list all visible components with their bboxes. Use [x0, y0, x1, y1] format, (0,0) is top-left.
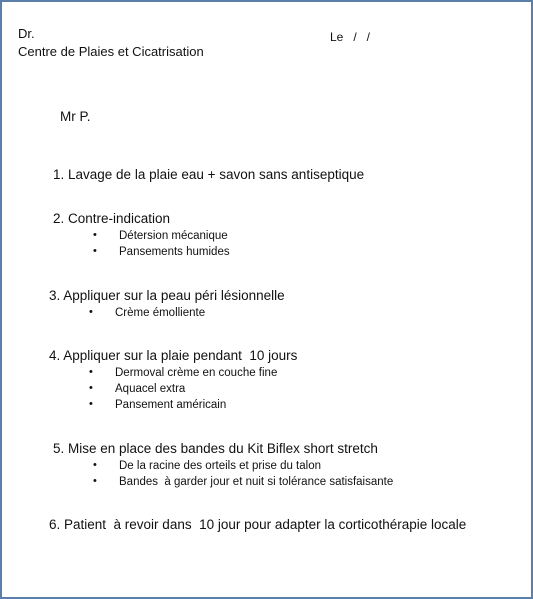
step-1-title: 1. Lavage de la plaie eau + savon sans antiseptique	[53, 167, 365, 182]
doctor-label: Dr.	[18, 26, 35, 41]
step-4-title: 4. Appliquer sur la plaie pendant 10 jours	[49, 348, 298, 363]
step-5-item-2: Bandes à garder jour et nuit si tolérance satisfaisante	[119, 476, 394, 488]
bullet-icon: •	[93, 245, 97, 257]
step-6-title: 6. Patient à revoir dans 10 jour pour adapter la corticothérapie locale	[49, 517, 467, 532]
step-4-item-1: Dermoval crème en couche fine	[115, 367, 278, 379]
step-3-item-1: Crème émolliente	[115, 307, 206, 319]
step-5-item-1: De la racine des orteils et prise du talon	[119, 460, 321, 472]
step-3-title: 3. Appliquer sur la peau péri lésionnelle	[49, 288, 285, 303]
step-4-item-2: Aquacel extra	[115, 383, 186, 395]
bullet-icon: •	[89, 306, 93, 318]
bullet-icon: •	[93, 459, 97, 471]
patient-name: Mr P.	[60, 109, 91, 124]
step-2-title: 2. Contre-indication	[53, 211, 171, 226]
step-2-item-1: Détersion mécanique	[119, 230, 228, 242]
step-4-item-3: Pansement américain	[115, 399, 227, 411]
step-2-item-2: Pansements humides	[119, 246, 230, 258]
bullet-icon: •	[93, 229, 97, 241]
bullet-icon: •	[89, 366, 93, 378]
bullet-icon: •	[89, 382, 93, 394]
center-name: Centre de Plaies et Cicatrisation	[18, 44, 204, 59]
bullet-icon: •	[89, 398, 93, 410]
bullet-icon: •	[93, 475, 97, 487]
date-field: Le / /	[330, 30, 371, 44]
step-5-title: 5. Mise en place des bandes du Kit Biflex short stretch	[53, 441, 378, 456]
